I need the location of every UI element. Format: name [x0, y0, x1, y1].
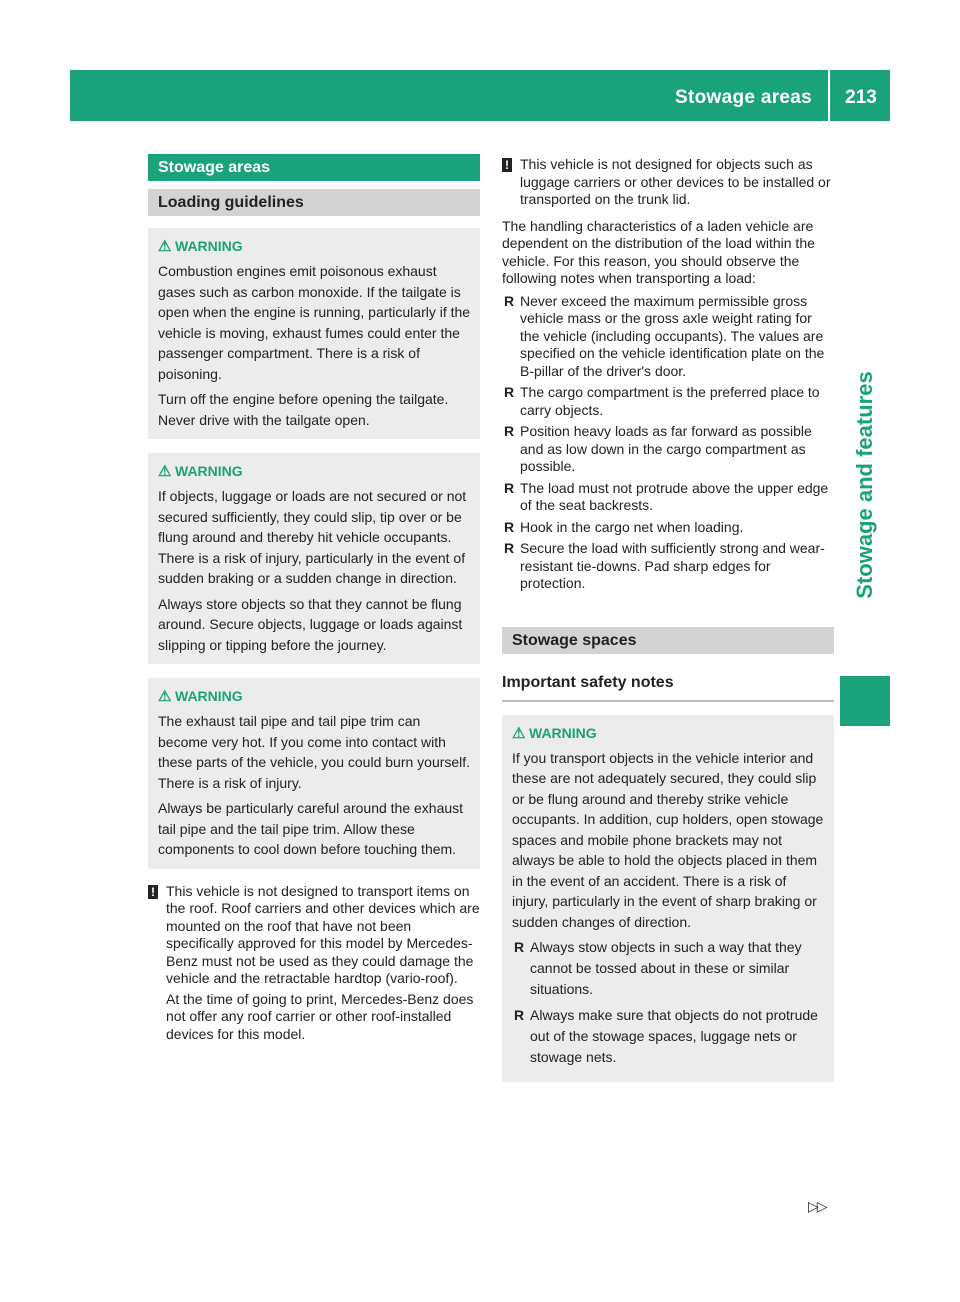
- side-chapter-tab: [840, 300, 890, 670]
- list-item: R The load must not protrude above the upper edge of the seat backrests.: [504, 479, 829, 513]
- side-chapter-label: Stowage and features: [852, 371, 877, 599]
- warning-box-loads: [148, 453, 480, 664]
- exclamation-icon: !: [502, 158, 512, 172]
- page-header-bar: [70, 70, 890, 121]
- warning-title: ⚠ WARNING: [158, 688, 243, 705]
- list-item: R Position heavy loads as far forward as possible and as low down in the cargo compartment as possible.: [504, 423, 812, 474]
- warning-paragraph: Always store objects so that they cannot be flung around. Secure objects, luggage or loads against slipping or tipping before the journey.: [158, 595, 463, 653]
- side-chapter-marker: [840, 676, 890, 726]
- warning-title: ⚠ WARNING: [158, 463, 243, 480]
- loading-bullet-list: [502, 293, 834, 593]
- warning-triangle-icon: ⚠: [158, 238, 172, 255]
- bullet-icon: R: [504, 479, 515, 496]
- notice-roof: [148, 883, 480, 1044]
- list-item: R Always stow objects in such a way that they cannot be tossed about in these or similar situations.: [514, 939, 802, 997]
- section-heading: Stowage areas: [148, 154, 480, 181]
- warning-paragraph: Always be particularly careful around the exhaust tail pipe and the tail pipe trim. Allow these components to cool down before touching them.: [158, 800, 464, 857]
- warning-triangle-icon: ⚠: [512, 724, 526, 742]
- warning-title: ⚠ WARNING: [512, 724, 597, 742]
- warning-box-interior-objects: [502, 715, 834, 1083]
- bullet-icon: R: [504, 384, 515, 400]
- warning-triangle-icon: ⚠: [158, 688, 172, 705]
- exclamation-icon: !: [148, 885, 158, 899]
- header-divider: [828, 70, 830, 121]
- continued-arrow-icon: ▷▷: [808, 1198, 826, 1214]
- left-column: [148, 154, 480, 1052]
- warning-paragraph: If you transport objects in the vehicle interior and these are not adequately secured, they could slip or be flung around and thereby strike vehicle occupants. In addition, cup holders, open stowage spaces and mobile phone brackets may not always be able to hold the objects placed in them in the event of an accident. There is a risk of injury, particularly in the event of sharp braking or sudden changes of direction.: [512, 749, 824, 930]
- warning-paragraph: The exhaust tail pipe and tail pipe trim can become very hot. If you come into contact with these parts of the vehicle, you could burn yourself. There is a risk of injury.: [158, 713, 471, 791]
- important-safety-notes-heading: Important safety notes: [502, 666, 834, 702]
- notice-paragraph: This vehicle is not designed to transport items on the roof. Roof carriers and other devices which are mounted on the roof that have not been specifically approved for this model by Mercedes-Benz must not be used as they could damage the vehicle and the retractable hardtop (vario-roof).: [166, 882, 480, 986]
- notice-paragraph: This vehicle is not designed for objects such as luggage carriers or other devices to be installed or transported on the trunk lid.: [520, 156, 831, 207]
- warning-triangle-icon: ⚠: [158, 463, 172, 480]
- intro-paragraph: The handling characteristics of a laden vehicle are dependent on the distribution of the load within the vehicle. For this reason, you should observe the following notes when transporting a load:: [502, 217, 815, 286]
- list-item: R Always make sure that objects do not protrude out of the stowage spaces, luggage nets or stowage nets.: [514, 1007, 818, 1065]
- sub-heading-stowage-spaces: Stowage spaces: [502, 627, 834, 654]
- warning-box-tail-pipe: [148, 678, 480, 869]
- warning-box-exhaust: [148, 228, 480, 439]
- bullet-icon: R: [514, 939, 525, 955]
- warning-bullet-list: [512, 937, 826, 1068]
- notice-paragraph: At the time of going to print, Mercedes-Benz does not offer any roof carrier or other roof-installed devices for this model.: [166, 990, 474, 1042]
- warning-paragraph: Combustion engines emit poisonous exhaust gases such as carbon monoxide. If the tailgate is open when the engine is running, particularly if the vehicle is moving, exhaust fumes could enter the passenger compartment. There is a risk of poisoning.: [158, 263, 471, 382]
- bullet-icon: R: [514, 1007, 525, 1023]
- warning-paragraph: Turn off the engine before opening the tailgate. Never drive with the tailgate open.: [158, 391, 449, 428]
- list-item: R Secure the load with sufficiently strong and wear-resistant tie-downs. Pad sharp edges for protection.: [504, 540, 825, 591]
- list-item: R The cargo compartment is the preferred place to carry objects.: [504, 384, 820, 418]
- sub-heading-loading-guidelines: Loading guidelines: [148, 189, 480, 216]
- header-section-title: Stowage areas: [675, 87, 812, 108]
- warning-paragraph: If objects, luggage or loads are not secured or not secured sufficiently, they could slip, tip over or be flung around and thereby hit vehicle occupants. There is a risk of injury, particularly in the event of sudden braking or a sudden change in direction.: [158, 488, 467, 586]
- list-item: R Never exceed the maximum permissible gross vehicle mass or the gross axle weight rating for the vehicle (including occupants). The values are specified on the vehicle identification plate on the B-pillar of the driver's door.: [504, 292, 825, 379]
- bullet-icon: R: [504, 423, 515, 439]
- notice-trunk-lid: [502, 156, 834, 209]
- bullet-icon: R: [504, 518, 515, 535]
- list-item: R Hook in the cargo net when loading.: [504, 518, 744, 535]
- page-number: 213: [845, 87, 877, 108]
- warning-title: ⚠ WARNING: [158, 238, 243, 255]
- bullet-icon: R: [504, 540, 515, 556]
- right-column: [502, 156, 834, 1096]
- bullet-icon: R: [504, 292, 515, 309]
